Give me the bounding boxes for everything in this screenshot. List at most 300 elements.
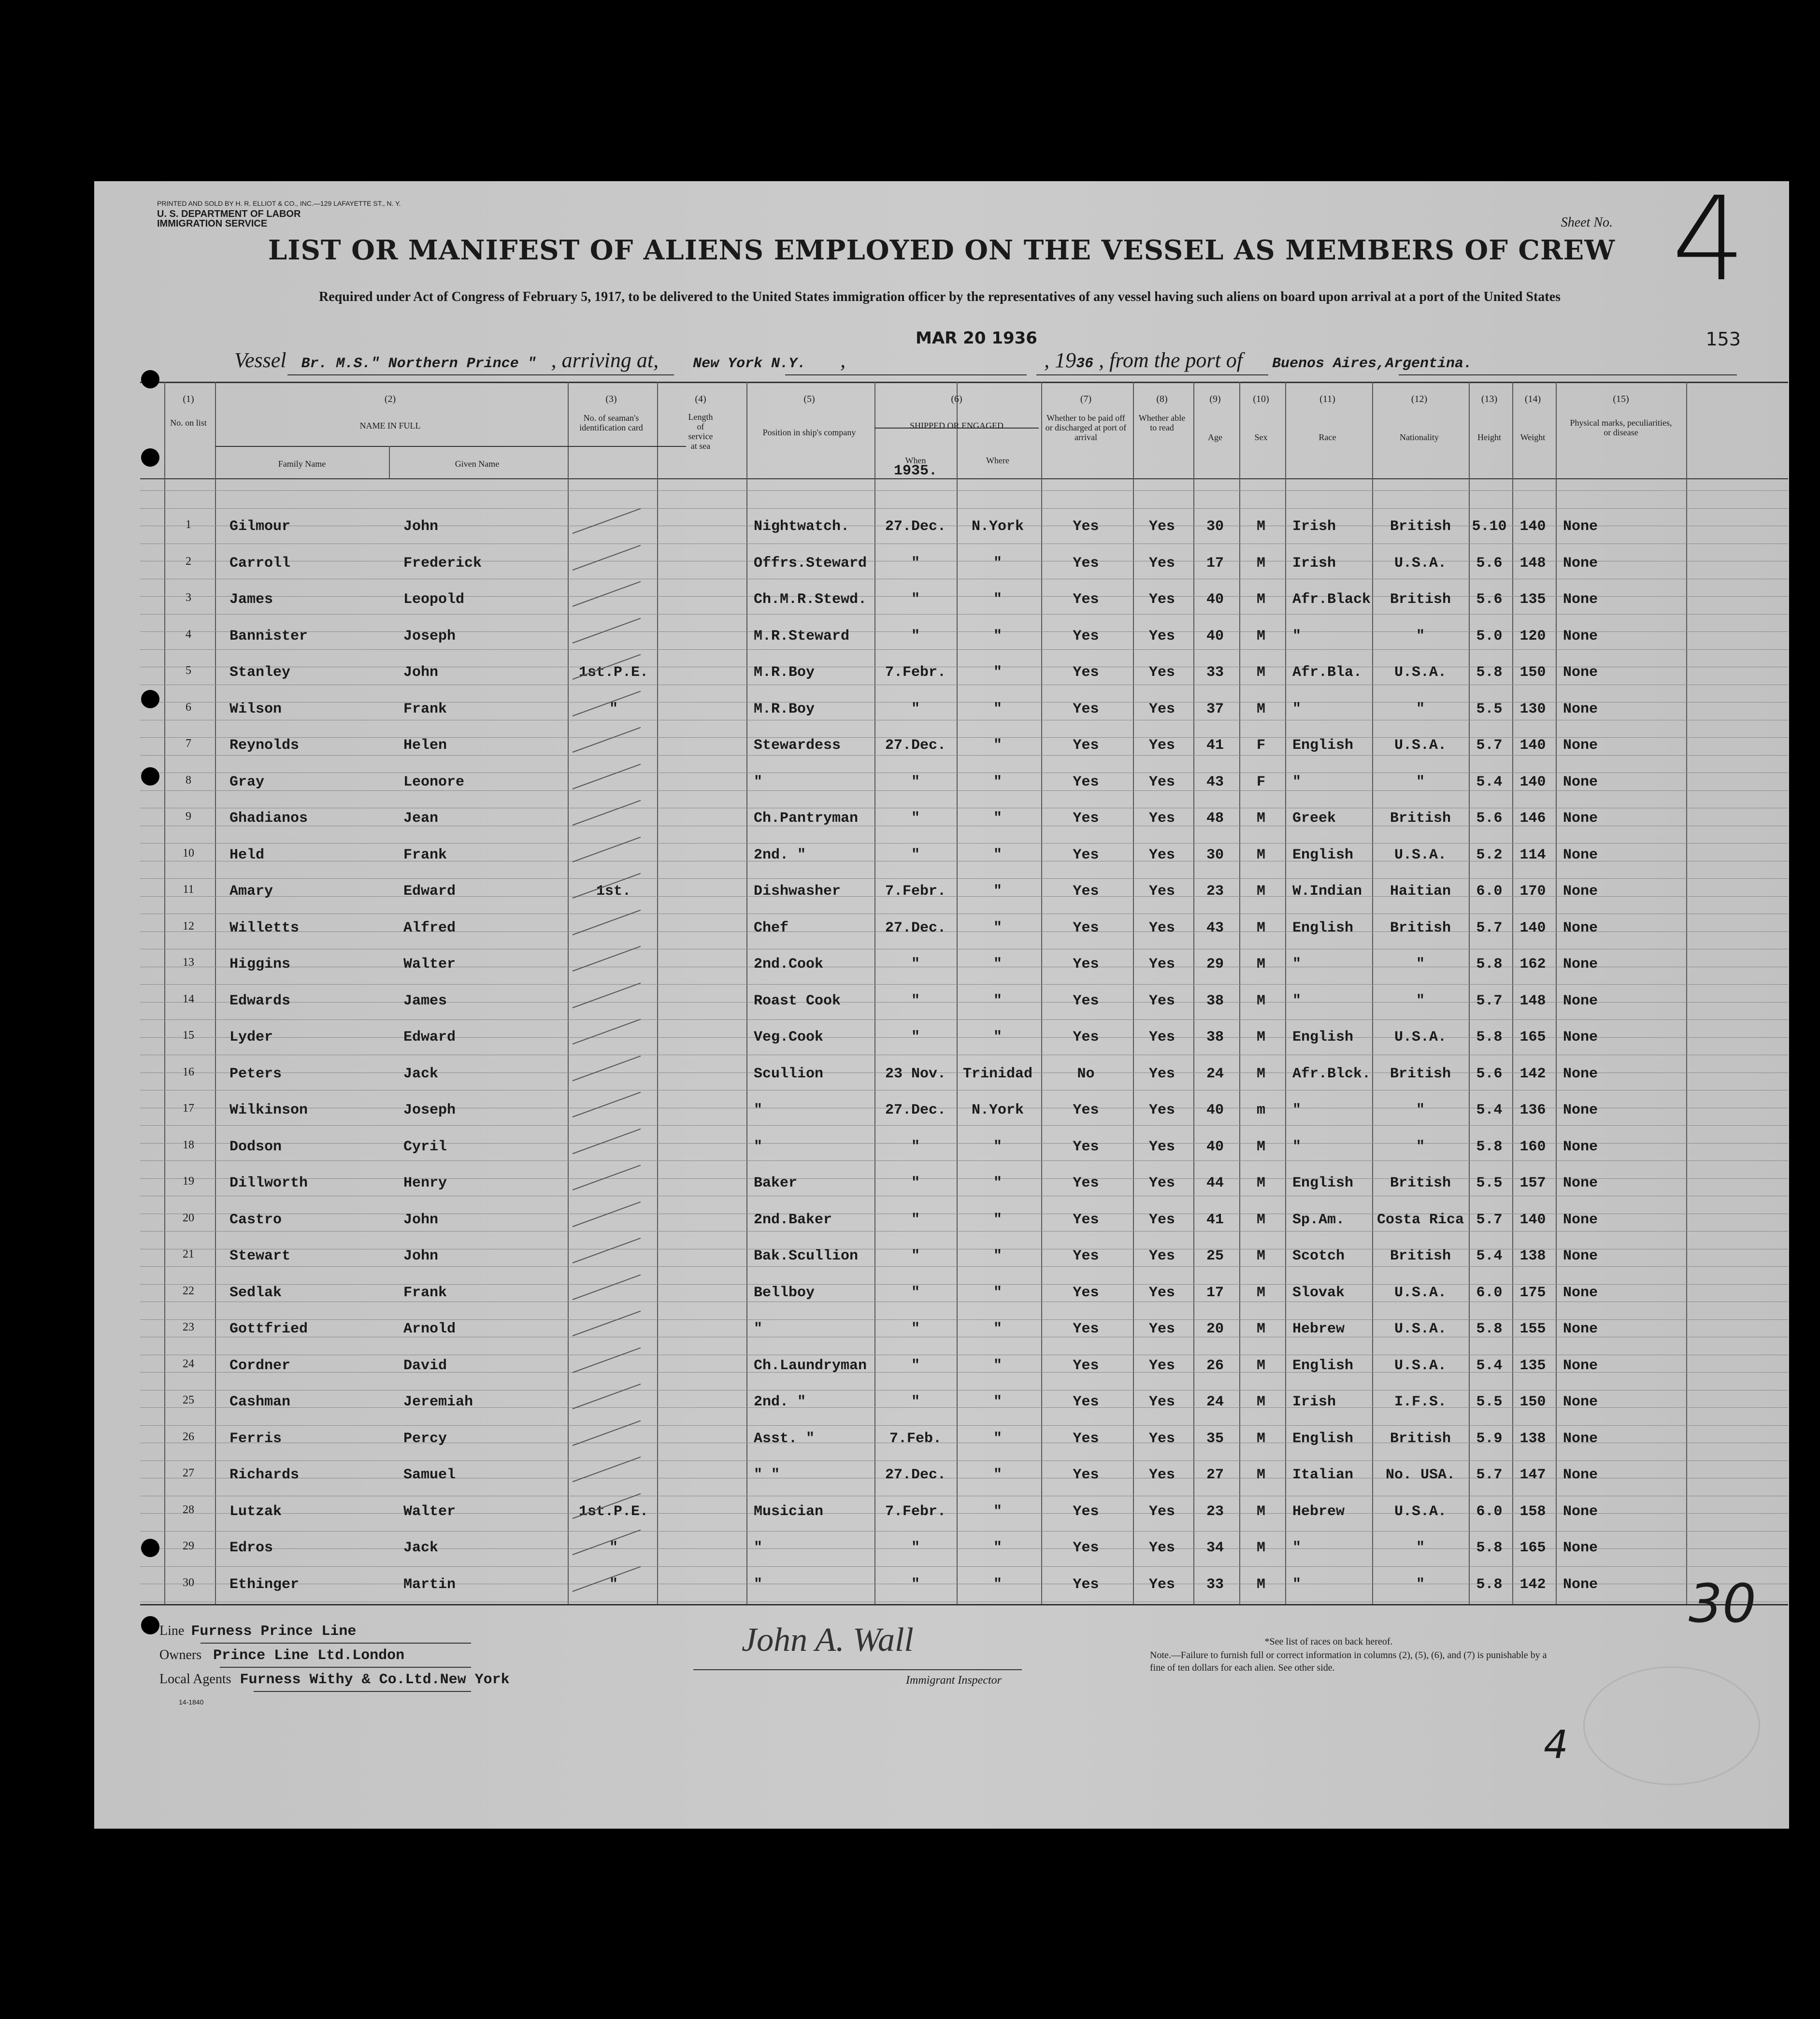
cell-age: 23 [1206,883,1224,900]
agents-value: Furness Withy & Co.Ltd.New York [240,1672,510,1688]
cell-read: Yes [1148,737,1175,754]
cell-age: 27 [1206,1467,1224,1483]
cell-where: " [993,1175,1002,1191]
cell-sex: M [1256,1211,1265,1228]
cell-nat: Haitian [1390,883,1451,900]
cell-age: 37 [1206,701,1224,717]
ruled-line [140,755,1788,756]
cell-marks: None [1563,591,1598,608]
cell-where: " [993,1248,1002,1264]
cell-given: Frank [403,846,447,863]
cell-sex: M [1256,664,1265,681]
cell-family: Gray [229,773,265,790]
year-label: , 19 [1044,348,1076,372]
cell-age: 24 [1206,1065,1224,1082]
col-11-number: (11) [1319,394,1335,404]
cell-given: Samuel [403,1467,456,1483]
cell-age: 17 [1206,555,1224,572]
cell-no: 30 [183,1576,194,1589]
cell-read: Yes [1148,591,1175,608]
cell-race: English [1292,737,1354,754]
cell-weight: 138 [1519,1430,1546,1447]
cell-height: 5.7 [1476,1467,1503,1483]
cell-position: Nightwatch. [754,518,850,535]
cell-given: Frank [403,1284,447,1301]
cell-sex: M [1256,1248,1265,1264]
owners-value: Prince Line Ltd.London [213,1647,405,1664]
cell-position: " [754,1540,763,1556]
col-11-header: Race [1318,432,1336,442]
cell-height: 5.5 [1476,1394,1503,1410]
check-mark-icon [573,946,641,972]
from-port-label: , from the port of [1099,348,1243,372]
cell-paid: Yes [1073,737,1099,754]
cell-race: Hebrew [1292,1321,1345,1337]
cell-height: 5.5 [1476,1175,1503,1191]
cell-family: Bannister [229,628,308,644]
cell-family: Ethinger [229,1576,300,1593]
cell-age: 30 [1206,846,1224,863]
cell-where: " [993,1138,1002,1155]
cell-no: 16 [183,1065,194,1078]
cell-age: 29 [1206,956,1224,973]
col-5-number: (5) [803,394,815,404]
cell-family: Stewart [229,1248,291,1264]
document-title: LIST OR MANIFEST OF ALIENS EMPLOYED ON THE VESSEL AS MEMBERS OF CREW [268,234,1616,266]
cell-no: 7 [186,737,191,750]
cell-given: Edward [403,1029,456,1045]
cell-given: Cyril [403,1138,447,1155]
column-rule [1372,382,1373,1604]
sheet-number-label: Sheet No. [1561,215,1613,230]
cell-age: 43 [1206,773,1224,790]
cell-sex: M [1256,919,1265,936]
cell-read: Yes [1148,1138,1175,1155]
punch-hole [141,690,159,708]
cell-read: Yes [1148,919,1175,936]
cell-position: 2nd. " [754,846,806,863]
cell-weight: 148 [1519,992,1546,1009]
cell-no: 15 [183,1029,194,1042]
cell-paid: Yes [1073,518,1099,535]
cell-height: 5.7 [1476,1211,1503,1228]
cell-no: 19 [183,1175,194,1188]
col-10-header: Sex [1254,432,1268,442]
cell-sex: M [1256,628,1265,644]
cell-no: 9 [186,810,191,823]
cell-nat: U.S.A. [1394,1357,1447,1374]
check-mark-icon [573,1128,641,1154]
cell-read: Yes [1148,1394,1175,1410]
cell-position: M.R.Boy [754,664,815,681]
cell-read: Yes [1148,1029,1175,1045]
cell-age: 26 [1206,1357,1224,1374]
cell-where: " [993,1576,1002,1593]
cell-given: Helen [403,737,447,754]
cell-when: " [911,1576,920,1593]
races-note: *See list of races on back hereof. [1264,1636,1393,1647]
cell-no: 23 [183,1321,194,1333]
cell-weight: 175 [1519,1284,1546,1301]
cell-no: 8 [186,773,191,787]
cell-where: " [993,846,1002,863]
cell-nat: British [1390,919,1451,936]
department-heading [157,209,301,229]
cell-age: 41 [1206,737,1224,754]
cell-paid: Yes [1073,628,1099,644]
cell-weight: 140 [1519,919,1546,936]
col-13-number: (13) [1481,394,1498,404]
cell-height: 5.6 [1476,810,1503,827]
cell-height: 5.10 [1472,518,1507,535]
cell-paid: Yes [1073,1321,1099,1337]
cell-height: 5.8 [1476,1540,1503,1556]
total-count-mark: 30 [1689,1573,1756,1634]
cell-age: 41 [1206,1211,1224,1228]
cell-given: John [403,518,439,535]
ruled-line [140,878,1788,879]
cell-given: Percy [403,1430,447,1447]
cell-given: David [403,1357,447,1374]
cell-family: Wilkinson [229,1102,308,1118]
cell-weight: 165 [1519,1029,1546,1045]
cell-family: Ghadianos [229,810,308,827]
cell-position: Bak.Scullion [754,1248,859,1264]
cell-marks: None [1563,628,1598,644]
cell-nat: No. USA. [1385,1467,1456,1483]
cell-when: 27.Dec. [885,1467,946,1483]
punch-hole [141,1539,159,1557]
cell-marks: None [1563,1284,1598,1301]
cell-family: Dodson [229,1138,282,1155]
cell-race: English [1292,1029,1354,1045]
cell-age: 23 [1206,1503,1224,1520]
cell-given: John [403,664,439,681]
check-mark-icon [573,1238,641,1263]
table-header-rule [140,478,1788,479]
cell-no: 29 [183,1540,194,1552]
cell-no: 12 [183,919,194,932]
agents-label: Local Agents [159,1672,231,1687]
cell-when: 23 Nov. [885,1065,946,1082]
cell-when: 27.Dec. [885,518,946,535]
cell-height: 5.0 [1476,628,1503,644]
cell-marks: None [1563,773,1598,790]
cell-read: Yes [1148,956,1175,973]
cell-marks: None [1563,1467,1598,1483]
cell-height: 5.8 [1476,1029,1503,1045]
cell-when: 27.Dec. [885,737,946,754]
col-15-header: Physical marks, peculiarities, or disease [1570,418,1672,437]
cell-height: 5.5 [1476,701,1503,717]
cell-sex: M [1256,591,1265,608]
cell-where: " [993,810,1002,827]
cell-read: Yes [1148,1467,1175,1483]
cell-read: Yes [1148,883,1175,900]
table-bottom-rule [140,1604,1788,1605]
cell-read: Yes [1148,1430,1175,1447]
cell-when: " [911,992,920,1009]
cell-weight: 147 [1519,1467,1546,1483]
cell-sex: M [1256,1321,1265,1337]
cell-no: 28 [183,1503,194,1516]
cell-paid: Yes [1073,773,1099,790]
embossed-seal [1583,1666,1760,1785]
cell-read: Yes [1148,1357,1175,1374]
cell-weight: 135 [1519,1357,1546,1374]
cell-sex: M [1256,1029,1265,1045]
cell-where: " [993,1540,1002,1556]
cell-where: " [993,1503,1002,1520]
cell-no: 27 [183,1467,194,1479]
cell-family: Willetts [229,919,300,936]
cell-weight: 140 [1519,518,1546,535]
cell-age: 25 [1206,1248,1224,1264]
cell-no: 13 [183,956,194,969]
cell-given: Arnold [403,1321,456,1337]
cell-family: Higgins [229,956,291,973]
cell-given: Edward [403,883,456,900]
cell-paid: Yes [1073,919,1099,936]
table-top-rule [140,382,1788,383]
check-mark-icon [573,982,641,1008]
col-13-header: Height [1477,432,1501,442]
cell-sex: M [1256,1138,1265,1155]
cell-position: " [754,1576,763,1593]
cell-race: Irish [1292,518,1336,535]
cell-no: 22 [183,1284,194,1297]
cell-when: 7.Febr. [885,664,946,681]
cell-read: Yes [1148,1248,1175,1264]
cell-position: 2nd. " [754,1394,806,1410]
cell-height: 5.8 [1476,1576,1503,1593]
cell-race: " [1292,628,1302,644]
col-9-header: Age [1208,432,1222,442]
cell-family: Lyder [229,1029,273,1045]
cell-weight: 165 [1519,1540,1546,1556]
cell-nat: U.S.A. [1394,846,1447,863]
cell-weight: 120 [1519,628,1546,644]
cell-paid: Yes [1073,701,1099,717]
cell-weight: 142 [1519,1065,1546,1082]
cell-paid: Yes [1073,846,1099,863]
cell-height: 5.8 [1476,1321,1503,1337]
cell-paid: Yes [1073,1467,1099,1483]
cell-where: " [993,1467,1002,1483]
punch-hole [141,370,159,388]
cell-sex: M [1256,518,1265,535]
cell-paid: Yes [1073,1175,1099,1191]
cell-weight: 142 [1519,1576,1546,1593]
cell-read: Yes [1148,773,1175,790]
cell-race: English [1292,846,1354,863]
cell-given: Alfred [403,919,456,936]
column-rule [874,382,875,1604]
cell-nat: " [1416,628,1425,644]
cell-sex: M [1256,883,1265,900]
cell-no: 17 [183,1102,194,1115]
col-1-header: No. on list [170,418,207,428]
cell-family: Richards [229,1467,300,1483]
cell-family: Cashman [229,1394,291,1410]
cell-position: Dishwasher [754,883,841,900]
cell-given: John [403,1211,439,1228]
cell-marks: None [1563,1248,1598,1264]
cell-where: " [993,919,1002,936]
cell-card: " [609,1576,618,1593]
line-field [159,1623,356,1640]
cell-weight: 155 [1519,1321,1546,1337]
cell-paid: Yes [1073,591,1099,608]
vessel-name: Br. M.S." Northern Prince " [301,356,536,372]
cell-height: 5.6 [1476,591,1503,608]
when-subheader: When [905,456,926,465]
cell-age: 40 [1206,1102,1224,1118]
cell-family: Cordner [229,1357,291,1374]
vessel-label: Vessel [234,348,287,372]
cell-no: 1 [186,518,191,531]
cell-marks: None [1563,1576,1598,1593]
cell-height: 6.0 [1476,1284,1503,1301]
cell-family: Gottfried [229,1321,308,1337]
cell-marks: None [1563,737,1598,754]
arrival-year: 36 [1076,356,1094,372]
ruled-line [140,490,1788,491]
line-label: Line [159,1623,185,1638]
cell-weight: 130 [1519,701,1546,717]
cell-where: " [993,1284,1002,1301]
cell-paid: Yes [1073,1211,1099,1228]
punch-hole [141,448,159,467]
cell-given: Jeremiah [403,1394,473,1410]
cell-race: Afr.Black [1292,591,1371,608]
cell-age: 40 [1206,591,1224,608]
check-mark-icon [573,508,641,534]
cell-paid: Yes [1073,992,1099,1009]
vessel-line [234,348,1472,372]
cell-when: " [911,1248,920,1264]
check-mark-icon [573,836,641,862]
column-rule [746,382,747,1604]
cell-where: " [993,1321,1002,1337]
cell-position: " [754,773,763,790]
col-3-number: (3) [605,394,617,404]
cell-when: " [911,1284,920,1301]
cell-sex: M [1256,1467,1265,1483]
cell-read: Yes [1148,1102,1175,1118]
cell-position: Asst. " [754,1430,815,1447]
cell-marks: None [1563,555,1598,572]
cell-position: Veg.Cook [754,1029,824,1045]
cell-family: James [229,591,273,608]
cell-read: Yes [1148,1065,1175,1082]
cell-race: " [1292,701,1302,717]
cell-given: Henry [403,1175,447,1191]
cell-age: 44 [1206,1175,1224,1191]
agents-field [159,1672,510,1688]
col-7-number: (7) [1080,394,1092,404]
col-3-header: No. of seaman's identification card [579,413,643,432]
cell-no: 21 [183,1248,194,1260]
cell-family: Lutzak [229,1503,282,1520]
check-mark-icon [573,1165,641,1190]
col-4-header: Length of service at sea [688,412,713,451]
cell-when: " [911,701,920,717]
cell-when: 7.Febr. [885,1503,946,1520]
cell-paid: Yes [1073,1102,1099,1118]
cell-no: 6 [186,701,191,714]
cell-read: Yes [1148,701,1175,717]
cell-paid: Yes [1073,1248,1099,1264]
cell-race: " [1292,773,1302,790]
cell-sex: M [1256,1540,1265,1556]
check-mark-icon [573,1019,641,1045]
page-number: 153 [1705,329,1741,350]
cell-nat: U.S.A. [1394,1029,1447,1045]
form-number: 14-1840 [179,1698,204,1706]
cell-when: " [911,1321,920,1337]
cell-height: 5.2 [1476,846,1503,863]
ruled-line [140,614,1788,615]
cell-where: " [993,1211,1002,1228]
cell-nat: British [1390,1065,1451,1082]
cell-no: 10 [183,846,194,859]
cell-age: 40 [1206,1138,1224,1155]
cell-race: English [1292,1357,1354,1374]
cell-family: Castro [229,1211,282,1228]
col-6-header: SHIPPED OR ENGAGED [909,421,1003,430]
cell-age: 17 [1206,1284,1224,1301]
cell-position: " [754,1102,763,1118]
cell-weight: 158 [1519,1503,1546,1520]
check-mark-icon [573,1384,641,1409]
cell-marks: None [1563,883,1598,900]
cell-card: " [609,1540,618,1556]
cell-nat: British [1390,1248,1451,1264]
cell-where: " [993,737,1002,754]
cell-no: 4 [186,628,191,641]
check-mark-icon [573,581,641,607]
cell-where: " [993,628,1002,644]
cell-position: Stewardess [754,737,841,754]
cell-marks: None [1563,664,1598,681]
cell-no: 20 [183,1211,194,1224]
cell-marks: None [1563,1540,1598,1556]
cell-given: John [403,1248,439,1264]
cell-when: 27.Dec. [885,919,946,936]
cell-position: Baker [754,1175,798,1191]
cell-card: 1st.P.E. [578,1503,649,1520]
cell-marks: None [1563,1138,1598,1155]
cell-read: Yes [1148,1503,1175,1520]
cell-where: " [993,883,1002,900]
cell-height: 5.8 [1476,664,1503,681]
cell-weight: 140 [1519,1211,1546,1228]
col-14-number: (14) [1524,394,1541,404]
cell-position: Bellboy [754,1284,815,1301]
cell-read: Yes [1148,846,1175,863]
cell-given: Frank [403,701,447,717]
check-mark-icon [573,800,641,826]
cell-sex: M [1256,1357,1265,1374]
column-rule [657,382,658,1604]
cell-where: " [993,1357,1002,1374]
cell-paid: Yes [1073,883,1099,900]
cell-position: 2nd.Baker [754,1211,832,1228]
cell-where: " [993,664,1002,681]
penalty-note: Note.—Failure to furnish full or correct information in columns (2), (5), (6), and (7) is punishable by a fine of ten dollars for each alien. See other side. [1150,1650,1547,1673]
cell-card: 1st.P.E. [578,664,649,681]
